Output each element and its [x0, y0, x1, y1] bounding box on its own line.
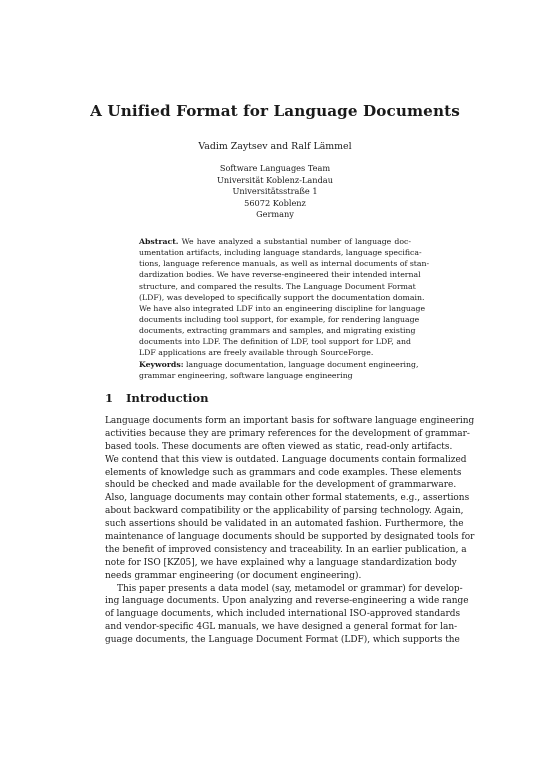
body-line: and vendor-specific 4GL manuals, we have designed a general format for lan-	[105, 622, 458, 633]
body-line: ing language documents. Upon analyzing and reverse-engineering a wide range	[105, 596, 469, 607]
affiliation-line: Universitätsstraße 1	[232, 186, 318, 197]
body-line: about backward compatibility or the applicability of parsing technology. Again,	[105, 506, 464, 517]
body-line: We contend that this view is outdated. Language documents contain formalized	[105, 454, 467, 465]
abstract	[139, 236, 430, 359]
affiliation-line: Germany	[256, 209, 294, 220]
abstract-line: (LDF), was developed to specifically support the documentation domain.	[139, 292, 425, 302]
abstract-line: dardization bodies. We have reverse-engineered their intended internal	[139, 270, 421, 280]
affiliation-line: Universität Koblenz-Landau	[217, 174, 333, 185]
keywords-line: grammar engineering, software language engineering	[139, 371, 353, 381]
body-line: of language documents, which included international ISO-approved standards	[105, 609, 461, 620]
abstract-line: documents into LDF. The definition of LDF, tool support for LDF, and	[139, 337, 411, 347]
abstract-label: Abstract.	[139, 237, 179, 246]
body-line: Language documents form an important basis for software language engineering	[105, 416, 475, 426]
section-heading	[105, 391, 209, 405]
abstract-line: documents, extracting grammars and samples, and migrating existing	[139, 326, 416, 336]
section-number: 1	[105, 391, 114, 405]
abstract-line: umentation artifacts, including language standards, language specifica-	[139, 248, 422, 258]
body-line: note for ISO [KZ05], we have explained why a language standardization body	[105, 557, 457, 568]
body-line: such assertions should be validated in an automated fashion. Furthermore, the	[105, 519, 464, 530]
keywords-line: Keywords: language documentation, language document engineering,	[139, 360, 419, 369]
abstract-line: structure, and compared the results. The Language Document Format	[139, 281, 416, 291]
section-title: Introduction	[126, 391, 209, 405]
affiliation-line: Software Languages Team	[219, 163, 331, 173]
abstract-line: tions, language reference manuals, as well as internal documents of stan-	[139, 259, 430, 269]
body-line: elements of knowledge such as grammars and code examples. These elements	[105, 467, 462, 478]
paper-title: A Unified Format for Language Documents	[90, 102, 460, 120]
body-line: the benefit of improved consistency and traceability. In an earlier publication, a	[105, 544, 467, 555]
keywords	[139, 359, 419, 381]
body-text	[105, 415, 475, 647]
body-line: based tools. These documents are often viewed as static, read-only artifacts.	[105, 441, 453, 452]
body-line: guage documents, the Language Document Format (LDF), which supports the	[105, 635, 460, 646]
author-affiliation	[0, 163, 550, 221]
paper-authors: Vadim Zaytsev and Ralf Lämmel	[198, 141, 352, 152]
body-line: activities because they are primary references for the development of grammar-	[105, 428, 470, 439]
body-line: needs grammar engineering (or document engineering).	[105, 570, 362, 581]
abstract-line: documents including tool support, for example, for rendering language	[139, 314, 420, 324]
body-line: Also, language documents may contain other formal statements, e.g., assertions	[105, 493, 470, 504]
body-line: maintenance of language documents should be supported by designated tools for	[105, 532, 475, 543]
abstract-line: Abstract. We have analyzed a substantial number of language doc-	[139, 237, 411, 246]
keywords-label: Keywords:	[139, 360, 184, 369]
body-line: should be checked and made available for the development of grammarware.	[105, 480, 457, 491]
abstract-line: We have also integrated LDF into an engineering discipline for language	[139, 303, 426, 313]
abstract-line: LDF applications are freely available through SourceForge.	[139, 348, 374, 358]
affiliation-line: 56072 Koblenz	[244, 197, 306, 208]
body-line: This paper presents a data model (say, metamodel or grammar) for develop-	[117, 583, 463, 594]
